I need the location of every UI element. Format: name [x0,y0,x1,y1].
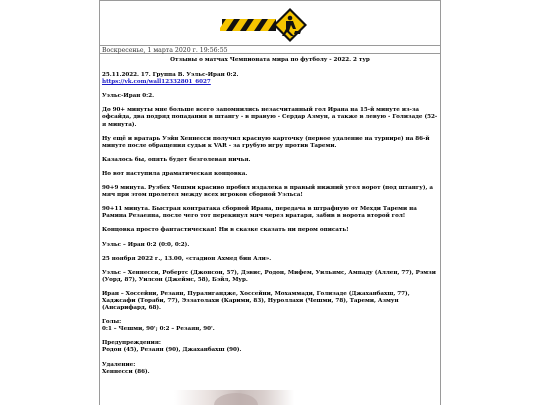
paragraph-1: До 90+ минуты мне больше всего запомнились незасчитанный гол Ирана на 15-й минуте из-за офсайда, два подряд попадания в штангу - в правую - Сердар Азмун, а также в левую - Голизаде (52-я минута). [102,107,438,128]
paragraph-7: Концовка просто фантастическая! Ни в сказке сказать ни пером описать! [102,227,349,234]
construction-worker-sign-icon [220,7,316,43]
goals-label: Голы: [102,319,122,326]
vk-link[interactable]: https://vk.com/wall12332801_6027 [102,79,211,86]
match-venue: 25 ноября 2022 г., 13.00, «стадион Ахмед бин Али». [102,255,272,262]
match-label: Уэльс-Иран 0:2. [102,93,155,100]
goals-text: 0:1 – Чешми, 90'; 0:2 – Резаян, 90'. [102,326,215,333]
date-line: Воскресенье, 1 марта 2020 г. 19:56:55 [100,45,440,54]
warnings-text: Родон (45), Резаян (90), Джаханбахш (90). [102,347,242,354]
match-score: Уэльс – Иран 0:2 (0:0, 0:2). [102,241,190,248]
red-card-label: Удаление: [102,361,136,368]
article-heading: 25.11.2022. 17. Группа В. Уэльс-Иран 0:2. [102,72,239,79]
partial-image [174,386,294,405]
paragraph-5: 90+9 минута. Рузбех Чешми красиво пробил издалека в правый нижний угол ворот (под штангу), а мяч при этом пролетел между всех игроков сборной Уэльса! [102,185,434,199]
paragraph-3: Казалось бы, опять будет безголевая ничья. [102,156,251,163]
warnings-label: Предупреждения: [102,340,162,347]
paragraph-4: Но вот наступила драматическая концовка. [102,170,248,177]
page-frame [99,0,441,405]
paragraph-6: 90+11 минута. Быстрая контратака сборной Ирана, передача в штрафную от Мехди Тареми на Рамина Резаеяна, после чего тот перекинул мяч через вратаря, забив в ворота второй гол! [102,206,417,220]
page-title: Отзывы о матчах Чемпионата мира по футболу - 2022. 2 тур [170,57,370,63]
iran-lineup: Иран – Хоссейни, Резаян, Пуралигандже, Хоссейни, Мохаммади, Голизаде (Джаханбахш, 77), Хаджсафи (Тораби, 77), Эззатолахи (Карими, 83), Нуроллахи (Чешми, 78), Тареми, Азмун (Ансарифард, 68). [102,290,410,312]
wales-lineup: Уэльс – Хеннесси, Робертс (Джонсон, 57), Дэвис, Родон, Мифем, Уильямс, Ампаду (Аллен, 77), Рэмзи (Уорд, 87), Уилсон (Джеймс, 58), Бэйл, Мур. [102,269,436,283]
red-card-text: Хеннесси (86). [102,368,150,375]
paragraph-2: Ну ещё и вратарь Уэйн Хеннесси получил красную карточку (первое удаление на турнире) на 86-й минуте после обращения судьи к VAR - за грубую игру против Тареми. [102,135,430,149]
article [102,57,438,383]
